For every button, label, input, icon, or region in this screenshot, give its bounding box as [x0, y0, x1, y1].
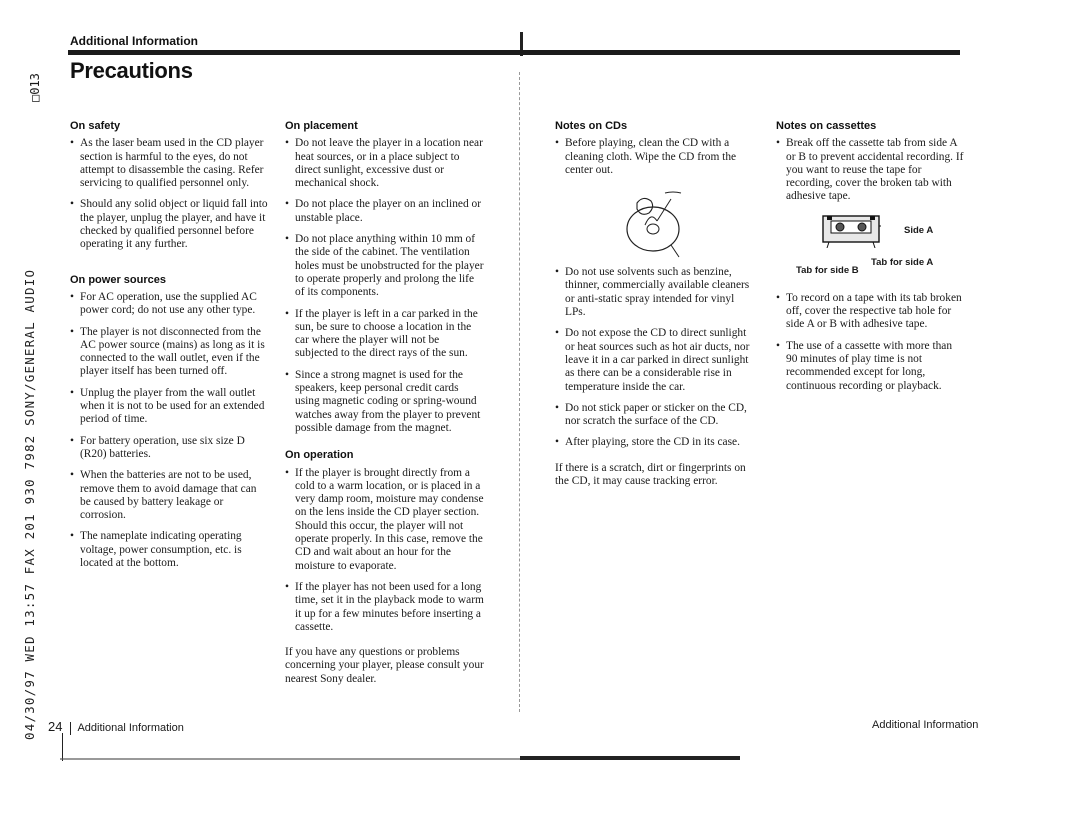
safety-list: [70, 137, 270, 251]
list-item: • Unplug the player from the wall outlet when it is not to be used for an extended period of time.: [70, 387, 270, 427]
list-item: • If the player has not been used for a long time, set it in the playback mode to warm it up for a few minutes before inserting a cassette.: [285, 581, 485, 634]
footer-right: [872, 719, 978, 731]
column-notes-cds: [555, 120, 755, 496]
list-item: • If the player is left in a car parked in the sun, be sure to choose a location in the car where the player will not be subjected to the direct rays of the sun.: [285, 308, 485, 361]
list-item: • Do not place anything within 10 mm of the side of the cabinet. The ventilation holes must be unobstructed for the player to operate properly and prolong the life of its components.: [285, 233, 485, 299]
tracking-error-note: If there is a scratch, dirt or fingerprints on the CD, it may cause tracking error.: [555, 461, 746, 488]
heading-on-safety: On safety: [70, 120, 121, 132]
heading-notes-on-cds: Notes on CDs: [555, 120, 628, 132]
column-placement-operation: [285, 120, 485, 694]
list-item: • For AC operation, use the supplied AC power cord; do not use any other type.: [70, 291, 270, 318]
list-item: • Do not expose the CD to direct sunlight or heat sources such as hot air ducts, nor leave it in a car parked in direct sunlight as there can be a considerable rise in temperature inside the car.: [555, 327, 755, 393]
list-item: • Do not leave the player in a location near heat sources, or in a place subject to direct sunlight, excessive dust or mechanical shock.: [285, 137, 485, 190]
cd-care-list: [555, 266, 755, 450]
cd-cleaning-illustration: [615, 185, 695, 260]
label-tab-side-b: Tab for side B: [796, 264, 859, 276]
list-item: • To record on a tape with its tab broken off, cover the respective tab hole for side A or B with adhesive tape.: [776, 292, 966, 332]
list-item: • The nameplate indicating operating voltage, power consumption, etc. is located at the bottom.: [70, 530, 270, 570]
label-tab-side-a: Tab for side A: [871, 256, 934, 268]
footer-left: [48, 719, 184, 735]
heading-on-operation: On operation: [285, 449, 354, 462]
label-side-a: Side A: [904, 224, 934, 236]
list-item: • For battery operation, use six size D (R20) batteries.: [70, 435, 270, 462]
heading-on-placement: On placement: [285, 120, 358, 132]
list-item: • Since a strong magnet is used for the speakers, keep personal credit cards using magnetic coding or spring-wound watches away from the player to prevent possible damage from the magnet.: [285, 369, 485, 435]
cassette-icon: [821, 212, 881, 248]
list-item: • As the laser beam used in the CD player section is harmful to the eyes, do not attempt to disassemble the casing. Refer servicing to qualified personnel only.: [70, 137, 270, 190]
list-item: • The use of a cassette with more than 90 minutes of play time is not recommended except for long, continuous recording or playback.: [776, 340, 966, 393]
section-label: Additional Information: [70, 34, 198, 48]
operation-list: [285, 467, 485, 635]
footer-divider: [70, 722, 71, 735]
list-item: • After playing, store the CD in its case.: [555, 436, 755, 449]
fax-transmission-header: [18, 40, 42, 740]
list-item: • When the batteries are not to be used, remove them to avoid damage that can be caused by battery leakage or corrosion.: [70, 469, 270, 522]
list-item: • Should any solid object or liquid fall into the player, unplug the player, and have it checked by qualified personnel before operating it any further.: [70, 198, 270, 251]
column-notes-cassettes: [776, 120, 966, 405]
placement-list: [285, 137, 485, 435]
heading-on-power-sources: On power sources: [70, 273, 166, 286]
list-item: • Do not use solvents such as benzine, thinner, commercially available cleaners or anti-static spray intended for vinyl LPs.: [555, 266, 755, 319]
column-safety-power: [70, 120, 270, 582]
list-item: • The player is not disconnected from the AC power source (mains) as long as it is connected to the wall outlet, even if the player itself has been turned off.: [70, 326, 270, 379]
list-item: • If the player is brought directly from a cold to a warm location, or is placed in a very damp room, moisture may condense on the lens inside the CD player section. Should this occur, the player will not operate properly. In this case, remove the CD and wait about an hour for the moisture to evaporate.: [285, 467, 485, 573]
fax-page-code: □013: [28, 73, 42, 102]
header-rule: [68, 50, 960, 55]
list-item: • Do not place the player on an inclined or unstable place.: [285, 198, 485, 225]
list-item: • Break off the cassette tab from side A or B to prevent accidental recording. If you want to reuse the tape for recording, cover the broken tab with adhesive tape.: [776, 137, 966, 203]
fax-page-code-wrap: [26, 46, 46, 106]
cassette-diagram: [776, 212, 966, 282]
cd-cleaning-list: [555, 137, 755, 177]
cassette-notes-list: [776, 292, 966, 393]
footer-tick: [62, 733, 63, 761]
footer-rule-left: [60, 758, 530, 760]
power-list: [70, 291, 270, 570]
page-title: Precautions: [70, 58, 193, 83]
dealer-note: If you have any questions or problems concerning your player, please consult your nearest Sony dealer.: [285, 646, 484, 685]
list-item: • Do not stick paper or sticker on the CD, nor scratch the surface of the CD.: [555, 402, 755, 429]
fax-header-text: 04/30/97 WED 13:57 FAX 201 930 7982 SONY/GENERAL AUDIO: [22, 268, 37, 740]
cassette-tab-list: [776, 137, 966, 203]
footer-rule-right: [520, 756, 740, 760]
page-number: 24: [48, 719, 63, 734]
page-divider: [519, 72, 521, 712]
list-item: • Before playing, clean the CD with a cleaning cloth. Wipe the CD from the center out.: [555, 137, 755, 177]
footer-right-label: Additional Information: [872, 719, 979, 731]
footer-left-label: Additional Information: [77, 722, 184, 734]
heading-notes-on-cassettes: Notes on cassettes: [776, 120, 877, 132]
